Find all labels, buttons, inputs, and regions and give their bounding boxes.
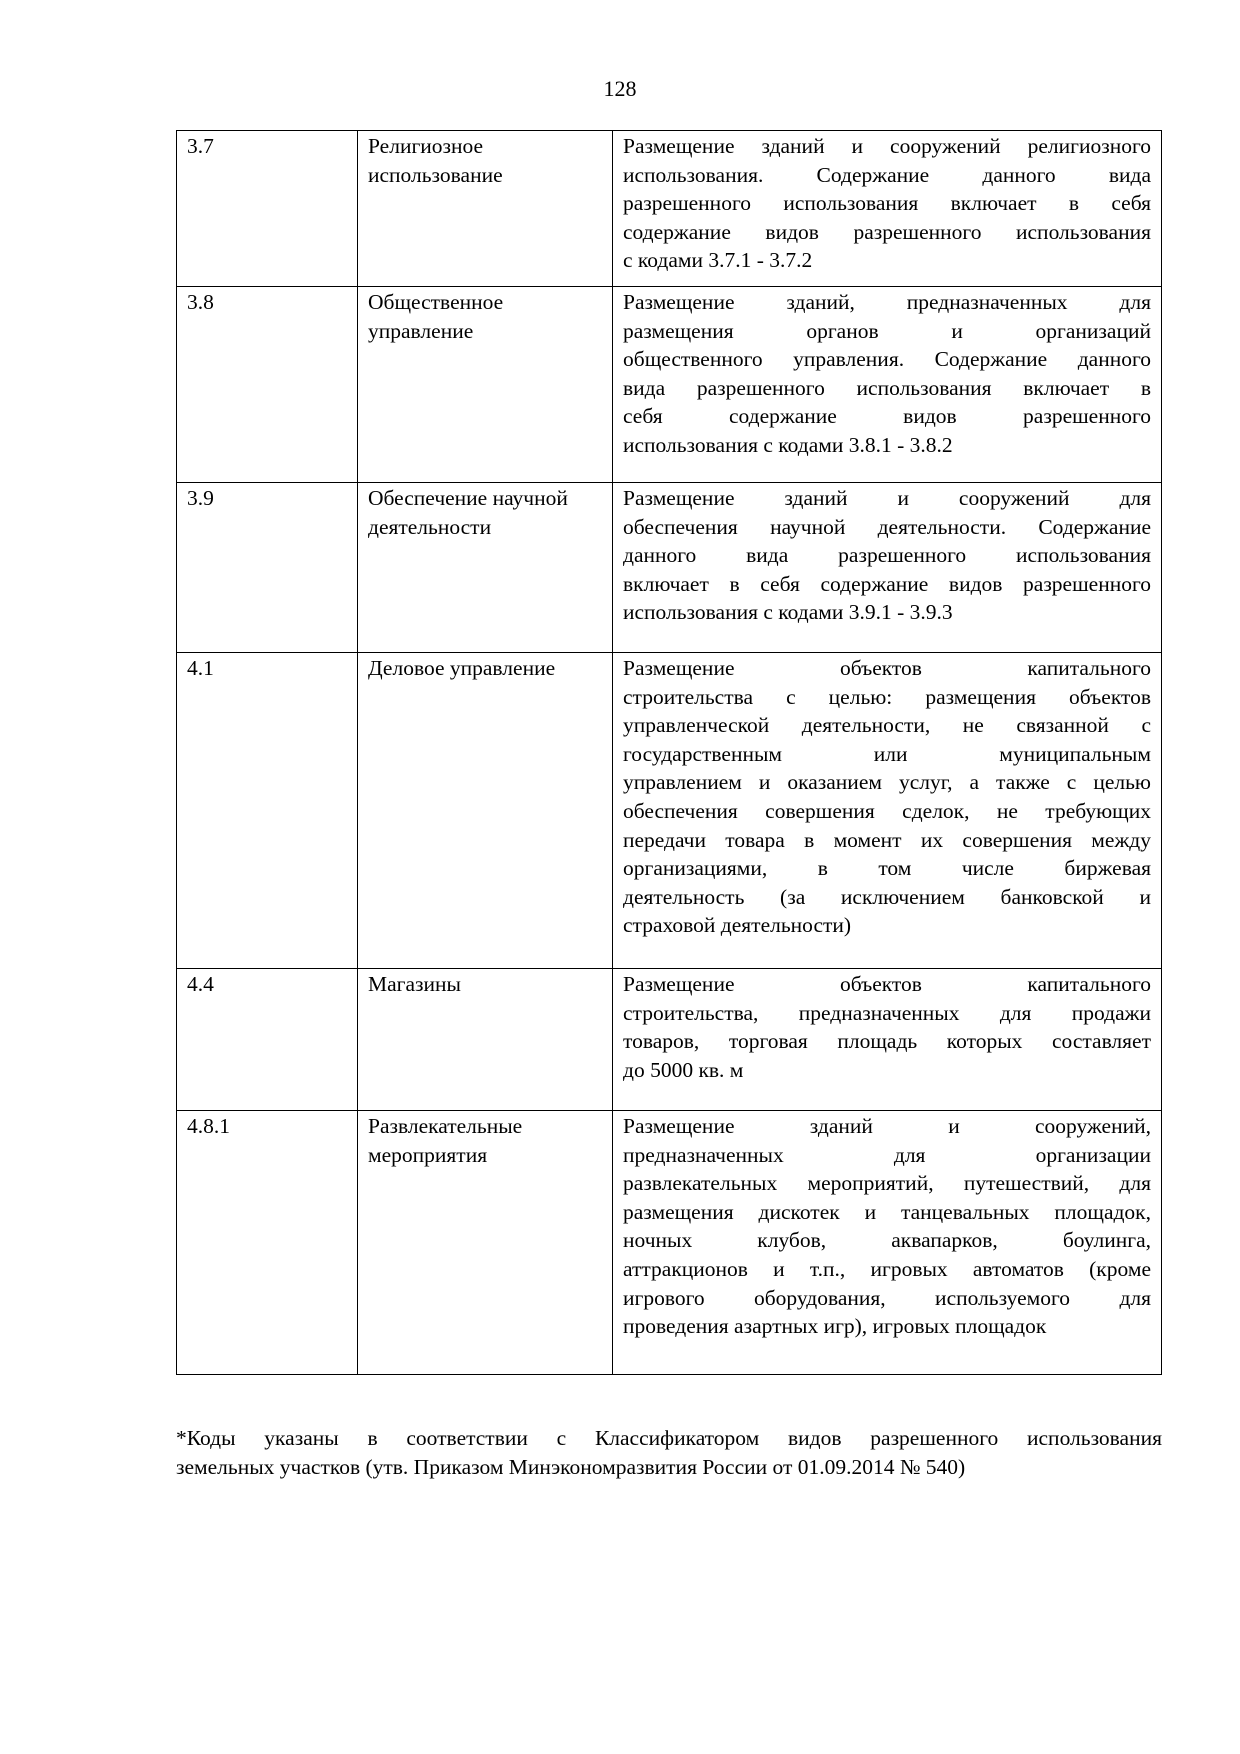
name-cell: Общественное управление xyxy=(358,287,613,483)
description-line: проведения азартных игр), игровых площадок xyxy=(623,1314,1047,1339)
description-line: разрешенного использования включает в себя xyxy=(623,191,1151,216)
description-line: использования с кодами 3.8.1 - 3.8.2 xyxy=(623,432,953,457)
description-line: использования с кодами 3.9.1 - 3.9.3 xyxy=(623,600,953,625)
footnote-line: земельных участков (утв. Приказом Минэкономразвития России от 01.09.2014 № 540) xyxy=(176,1454,966,1479)
name-cell: Деловое управление xyxy=(358,653,613,969)
description-line: товаров, торговая площадь которых составляет xyxy=(623,1029,1151,1054)
description-line: строительства, предназначенных для продажи xyxy=(623,1000,1151,1025)
description-line: содержание видов разрешенного использования xyxy=(623,219,1151,244)
table-row xyxy=(177,653,1162,969)
table-row xyxy=(177,1111,1162,1375)
description-line: размещения органов и организаций xyxy=(623,318,1151,343)
name-cell: Религиозное использование xyxy=(358,131,613,287)
description-line: Размещение зданий и сооружений для xyxy=(623,486,1151,510)
description-line: включает в себя содержание видов разрешенного xyxy=(623,571,1151,596)
description-cell xyxy=(613,653,1162,969)
code-cell: 3.8 xyxy=(177,287,358,483)
description-line: данного вида разрешенного использования xyxy=(623,543,1151,568)
code-cell: 4.4 xyxy=(177,969,358,1111)
description-line: ночных клубов, аквапарков, боулинга, xyxy=(623,1228,1151,1253)
land-use-table xyxy=(176,130,1162,1375)
description-line: себя содержание видов разрешенного xyxy=(623,404,1151,429)
code-cell: 4.8.1 xyxy=(177,1111,358,1375)
footnote-line: *Коды указаны в соответствии с Классификатором видов разрешенного использования xyxy=(176,1426,1162,1450)
description-line: вида разрешенного использования включает в xyxy=(623,375,1151,400)
description-line: строительства с целью: размещения объектов xyxy=(623,684,1151,709)
table-row xyxy=(177,131,1162,287)
name-cell: Магазины xyxy=(358,969,613,1111)
code-cell: 3.7 xyxy=(177,131,358,287)
description-line: Размещение объектов капитального xyxy=(623,656,1151,680)
description-cell xyxy=(613,287,1162,483)
description-line: управленческой деятельности, не связанной с xyxy=(623,713,1151,738)
description-cell xyxy=(613,483,1162,653)
description-line: аттракционов и т.п., игровых автоматов (кроме xyxy=(623,1256,1151,1281)
description-line: деятельность (за исключением банковской и xyxy=(623,884,1151,909)
description-line: до 5000 кв. м xyxy=(623,1057,744,1082)
description-line: обеспечения совершения сделок, не требующих xyxy=(623,798,1151,823)
description-line: Размещение объектов капитального xyxy=(623,972,1151,996)
name-cell: Развлекательные мероприятия xyxy=(358,1111,613,1375)
description-line: Размещение зданий, предназначенных для xyxy=(623,290,1151,314)
description-line: государственным или муниципальным xyxy=(623,741,1151,766)
description-line: использования. Содержание данного вида xyxy=(623,162,1151,187)
description-line: игрового оборудования, используемого для xyxy=(623,1285,1151,1310)
description-cell xyxy=(613,1111,1162,1375)
description-line: страховой деятельности) xyxy=(623,913,852,938)
description-line: с кодами 3.7.1 - 3.7.2 xyxy=(623,248,813,273)
table-row xyxy=(177,969,1162,1111)
description-line: развлекательных мероприятий, путешествий, для xyxy=(623,1171,1151,1196)
description-line: предназначенных для организации xyxy=(623,1142,1151,1167)
code-cell: 4.1 xyxy=(177,653,358,969)
footnote xyxy=(176,1424,1162,1481)
description-line: обеспечения научной деятельности. Содержание xyxy=(623,514,1151,539)
name-cell: Обеспечение научной деятельности xyxy=(358,483,613,653)
description-line: Размещение зданий и сооружений, xyxy=(623,1114,1151,1138)
table-row xyxy=(177,483,1162,653)
description-line: передачи товара в момент их совершения между xyxy=(623,827,1151,852)
description-cell xyxy=(613,131,1162,287)
table-row xyxy=(177,287,1162,483)
description-line: управлением и оказанием услуг, а также с целью xyxy=(623,770,1151,795)
description-cell xyxy=(613,969,1162,1111)
code-cell: 3.9 xyxy=(177,483,358,653)
description-line: общественного управления. Содержание данного xyxy=(623,347,1151,372)
description-line: организациями, в том числе биржевая xyxy=(623,856,1151,881)
description-line: размещения дискотек и танцевальных площадок, xyxy=(623,1199,1151,1224)
page-number: 128 xyxy=(603,76,637,101)
description-line: Размещение зданий и сооружений религиозного xyxy=(623,134,1151,158)
